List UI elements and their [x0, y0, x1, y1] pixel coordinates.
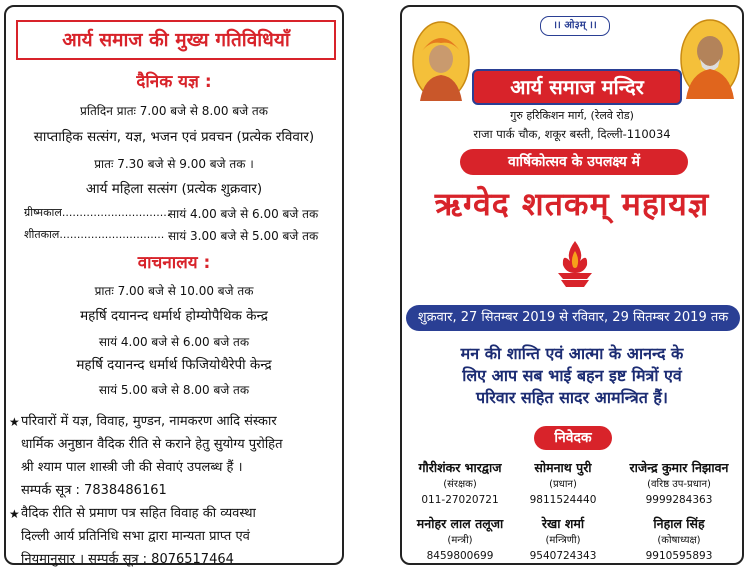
marriage-notice: वैदिक रीति से प्रमाण पत्र सहित विवाह की व्यवस्था दिल्ली आर्य प्रतिनिधि सभा द्वारा मान्यता प्राप्त एवं नियमानुसार । सम्पर्क सूत्र : 8076517464 — [21, 506, 256, 567]
yajna-heading: दैनिक यज्ञ : — [136, 72, 212, 92]
winter-time: सायं 3.00 बजे से 5.00 बजे तक — [168, 229, 319, 243]
activities-card — [4, 5, 344, 565]
address-line2: राजा पार्क चौक, शकूर बस्ती, दिल्ली-110034 — [473, 127, 671, 141]
occasion-banner: वार्षिकोत्सव के उपलक्ष्य में — [460, 149, 688, 175]
sanskar-notice: परिवारों में यज्ञ, विवाह, मुण्डन, नामकरण आदि संस्कार धार्मिक अनुष्ठान वैदिक रीति से कराने हेतु सुयोग्य पुरोहित श्री श्याम पाल शास्त्री जी की सेवाएं उपलब्ध हैं । सम्पर्क सूत्र : 7838486161 — [21, 414, 283, 498]
member-card: गौरीशंकर भारद्वाज (संरक्षक) 011-27020721 — [418, 460, 502, 506]
summer-time: सायं 4.00 बजे से 6.00 बजे तक — [168, 207, 319, 221]
member-card: रेखा शर्मा (मन्त्रिणी) 9540724343 — [529, 516, 597, 562]
library-time: प्रातः 7.00 बजे से 10.00 बजे तक — [94, 284, 254, 298]
summer-label: ग्रीष्मकाल............................... — [24, 206, 171, 219]
org-name: आर्य समाज मन्दिर — [472, 69, 682, 105]
portrait-left-icon — [412, 21, 470, 105]
mahila-satsang: आर्य महिला सत्संग (प्रत्येक शुक्रवार) — [85, 181, 263, 197]
member-card: सोमनाथ पुरी (प्रधान) 9811524440 — [529, 460, 597, 506]
winter-label: शीतकाल.............................. — [24, 228, 165, 241]
member-card: मनोहर लाल तलूजा (मन्त्री) 8459800699 — [416, 516, 504, 562]
member-card: राजेन्द्र कुमार निझावन (वरिष्ठ उप-प्रधान) 9999284363 — [629, 460, 729, 506]
member-card: निहाल सिंह (कोषाध्यक्ष) 9910595893 — [645, 516, 713, 562]
weekly-satsang: साप्ताहिक सत्संग, यज्ञ, भजन एवं प्रवचन (प्रत्येक रविवार) — [33, 129, 315, 145]
homeopathic-centre: महर्षि दयानन्द धर्मार्थ होम्योपैथिक केन्द्र — [80, 308, 268, 324]
homeopathic-time: सायं 4.00 बजे से 6.00 बजे तक — [98, 335, 250, 349]
physiotherapy-centre: महर्षि दयानन्द धर्मार्थ फिजियोथैरेपी केन्द्र — [76, 357, 272, 373]
activities-title: आर्य समाज की मुख्य गतिविधियाँ — [16, 20, 336, 60]
bullet-star-icon: ★ — [9, 507, 20, 521]
address-line1: गुरु हरिकिशन मार्ग, (रेलवे रोड) — [510, 109, 634, 122]
bullet-star-icon: ★ — [9, 415, 20, 429]
satsang-time: प्रातः 7.30 बजे से 9.00 बजे तक । — [94, 157, 254, 171]
portrait-right-icon — [680, 19, 740, 103]
nivedak-label: निवेदक — [534, 426, 612, 450]
physiotherapy-time: सायं 5.00 बजे से 8.00 बजे तक — [98, 383, 250, 397]
invitation-text: मन की शान्ति एवं आत्मा के आनन्द के लिए आप सब भाई बहन इष्ट मित्रों एवं परिवार सहित सादर आमन्त्रित हैं। — [460, 344, 684, 407]
havan-kund-icon — [554, 239, 596, 293]
event-dates: शुक्रवार, 27 सितम्बर 2019 से रविवार, 29 सितम्बर 2019 तक — [406, 305, 740, 331]
invitation-card — [400, 5, 744, 565]
om-badge: ।। ओ३म् ।। — [540, 16, 610, 36]
library-heading: वाचनालय : — [137, 253, 211, 273]
yajna-time: प्रतिदिन प्रातः 7.00 बजे से 8.00 बजे तक — [80, 104, 268, 118]
event-title: ऋग्वेद शतकम् महायज्ञ — [434, 185, 710, 223]
